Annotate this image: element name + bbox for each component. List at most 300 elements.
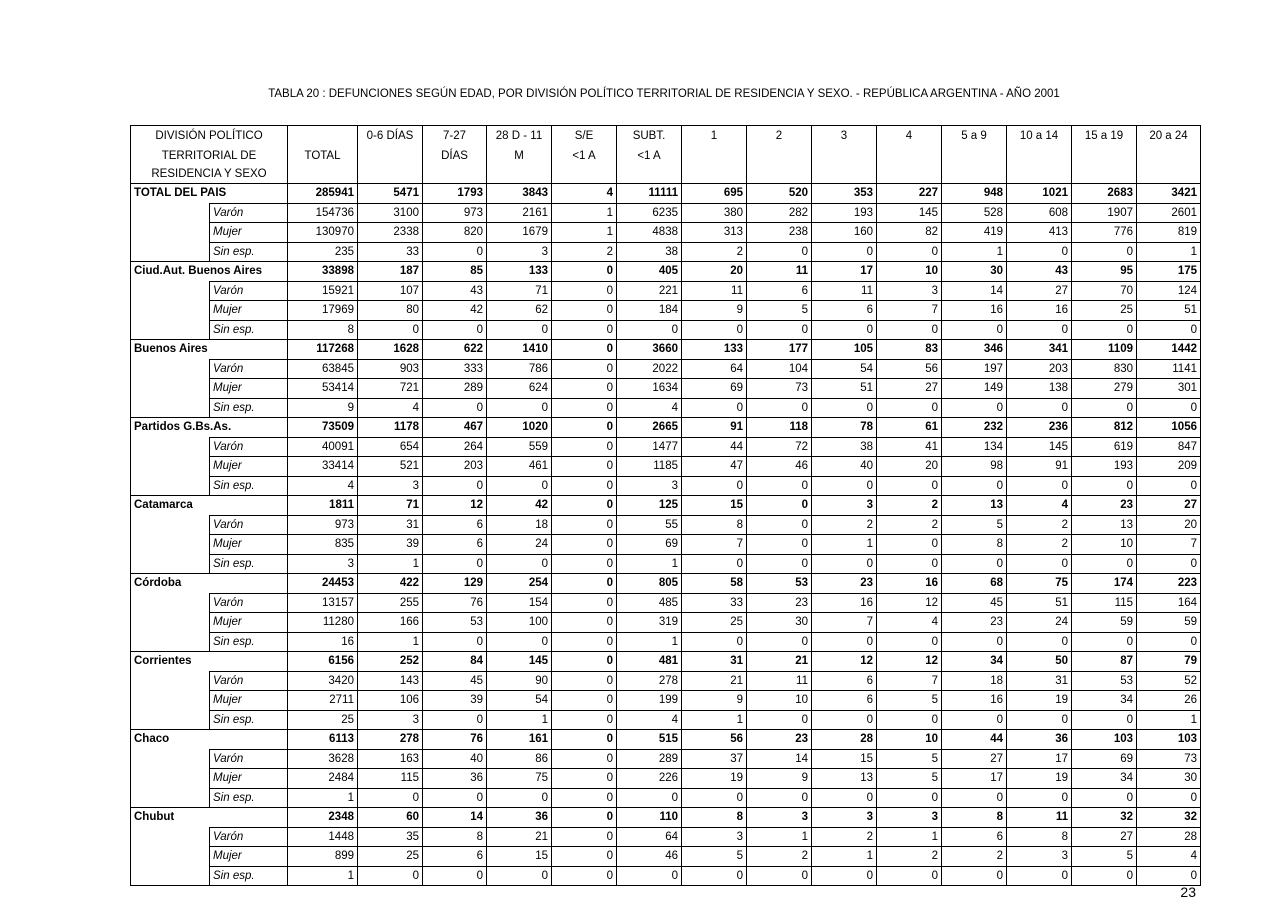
cell-value: 0	[552, 808, 617, 828]
cell-value: 13	[812, 769, 877, 789]
cell-value: 0	[877, 242, 942, 262]
cell-value: 3843	[487, 184, 552, 204]
cell-value: 422	[358, 574, 423, 594]
cell-value: 278	[358, 730, 423, 750]
cell-value: 3	[1007, 847, 1072, 867]
cell-value: 0	[423, 398, 487, 418]
cell-value: 125	[617, 496, 682, 516]
cell-value: 118	[747, 418, 812, 438]
column-header	[812, 166, 877, 184]
cell-value: 0	[552, 574, 617, 594]
cell-value: 0	[552, 301, 617, 321]
indent-cell	[131, 476, 210, 496]
cell-value: 0	[552, 359, 617, 379]
province-name: Partidos G.Bs.As.	[131, 418, 288, 438]
cell-value: 3	[877, 281, 942, 301]
cell-value: 1	[552, 223, 617, 243]
indent-cell	[131, 710, 210, 730]
indent-cell	[131, 554, 210, 574]
cell-value: 3	[358, 476, 423, 496]
cell-value: 0	[682, 476, 747, 496]
sex-label: Mujer	[210, 223, 288, 243]
cell-value: 23	[747, 730, 812, 750]
cell-value: 2	[682, 242, 747, 262]
sex-label: Mujer	[210, 379, 288, 399]
column-header	[942, 147, 1007, 166]
cell-value: 0	[552, 632, 617, 652]
cell-value: 227	[877, 184, 942, 204]
cell-value: 53	[1072, 671, 1137, 691]
cell-value: 71	[358, 496, 423, 516]
cell-value: 0	[747, 476, 812, 496]
cell-value: 32	[1137, 808, 1201, 828]
sex-row	[131, 437, 1201, 457]
cell-value: 35	[358, 827, 423, 847]
cell-value: 1	[617, 632, 682, 652]
indent-cell	[131, 691, 210, 711]
cell-value: 0	[552, 788, 617, 808]
cell-value: 85	[423, 262, 487, 282]
page-number: 23	[1180, 884, 1196, 900]
cell-value: 9	[682, 691, 747, 711]
cell-value: 17	[942, 769, 1007, 789]
cell-value: 45	[423, 671, 487, 691]
cell-value: 1	[682, 710, 747, 730]
cell-value: 0	[552, 496, 617, 516]
cell-value: 238	[747, 223, 812, 243]
sex-row	[131, 671, 1201, 691]
sex-row	[131, 535, 1201, 555]
cell-value: 0	[942, 788, 1007, 808]
cell-value: 91	[682, 418, 747, 438]
cell-value: 36	[1007, 730, 1072, 750]
cell-value: 8	[1007, 827, 1072, 847]
sex-row	[131, 457, 1201, 477]
column-header	[1137, 166, 1201, 184]
cell-value: 419	[942, 223, 1007, 243]
column-header: 1	[682, 126, 747, 148]
cell-value: 2	[812, 827, 877, 847]
cell-value: 70	[1072, 281, 1137, 301]
cell-value: 0	[552, 398, 617, 418]
cell-value: 6	[812, 691, 877, 711]
cell-value: 2338	[358, 223, 423, 243]
sex-row	[131, 515, 1201, 535]
cell-value: 1	[877, 827, 942, 847]
cell-value: 0	[617, 866, 682, 886]
column-header	[682, 147, 747, 166]
column-header	[682, 166, 747, 184]
cell-value: 0	[812, 866, 877, 886]
province-name: Chubut	[131, 808, 288, 828]
cell-value: 8	[682, 515, 747, 535]
cell-value: 69	[1072, 749, 1137, 769]
cell-value: 166	[358, 613, 423, 633]
cell-value: 15	[812, 749, 877, 769]
cell-value: 0	[747, 866, 812, 886]
cell-value: 104	[747, 359, 812, 379]
cell-value: 27	[1137, 496, 1201, 516]
cell-value: 27	[1007, 281, 1072, 301]
cell-value: 39	[423, 691, 487, 711]
cell-value: 528	[942, 203, 1007, 223]
cell-value: 0	[552, 730, 617, 750]
cell-value: 0	[552, 847, 617, 867]
cell-value: 3	[358, 710, 423, 730]
cell-value: 5	[682, 847, 747, 867]
cell-value: 0	[423, 242, 487, 262]
cell-value: 1021	[1007, 184, 1072, 204]
sex-row	[131, 788, 1201, 808]
cell-value: 51	[1007, 593, 1072, 613]
cell-value: 0	[487, 632, 552, 652]
cell-value: 38	[812, 437, 877, 457]
cell-value: 0	[423, 632, 487, 652]
cell-value: 2	[942, 847, 1007, 867]
indent-cell	[131, 398, 210, 418]
sex-row	[131, 632, 1201, 652]
cell-value: 31	[682, 652, 747, 672]
cell-value: 5	[942, 515, 1007, 535]
cell-value: 1	[288, 788, 358, 808]
cell-value: 28	[812, 730, 877, 750]
cell-value: 27	[942, 749, 1007, 769]
cell-value: 44	[682, 437, 747, 457]
sex-row	[131, 593, 1201, 613]
cell-value: 163	[358, 749, 423, 769]
cell-value: 1	[358, 632, 423, 652]
sex-row	[131, 613, 1201, 633]
cell-value: 115	[1072, 593, 1137, 613]
cell-value: 4	[552, 184, 617, 204]
cell-value: 71	[487, 281, 552, 301]
cell-value: 73509	[288, 418, 358, 438]
cell-value: 25	[288, 710, 358, 730]
province-row	[131, 574, 1201, 594]
cell-value: 177	[747, 340, 812, 360]
cell-value: 25	[682, 613, 747, 633]
cell-value: 7	[1137, 535, 1201, 555]
cell-value: 721	[358, 379, 423, 399]
indent-cell	[131, 827, 210, 847]
column-header	[617, 166, 682, 184]
cell-value: 16	[1007, 301, 1072, 321]
cell-value: 8	[288, 320, 358, 340]
cell-value: 0	[1072, 242, 1137, 262]
cell-value: 46	[747, 457, 812, 477]
header-division-line: DIVISIÓN POLÍTICO	[131, 126, 288, 148]
cell-value: 4	[1137, 847, 1201, 867]
cell-value: 1	[552, 203, 617, 223]
cell-value: 0	[1137, 320, 1201, 340]
indent-cell	[131, 671, 210, 691]
cell-value: 1178	[358, 418, 423, 438]
cell-value: 43	[423, 281, 487, 301]
cell-value: 0	[812, 788, 877, 808]
cell-value: 0	[747, 320, 812, 340]
column-header: 3	[812, 126, 877, 148]
cell-value: 3	[812, 808, 877, 828]
cell-value: 24	[1007, 613, 1072, 633]
cell-value: 6	[423, 847, 487, 867]
cell-value: 4838	[617, 223, 682, 243]
cell-value: 47	[682, 457, 747, 477]
cell-value: 948	[942, 184, 1007, 204]
cell-value: 4	[617, 710, 682, 730]
indent-cell	[131, 749, 210, 769]
cell-value: 34	[1072, 769, 1137, 789]
cell-value: 15921	[288, 281, 358, 301]
cell-value: 608	[1007, 203, 1072, 223]
cell-value: 0	[552, 710, 617, 730]
cell-value: 0	[942, 398, 1007, 418]
cell-value: 11	[812, 281, 877, 301]
sex-row	[131, 866, 1201, 886]
cell-value: 193	[1072, 457, 1137, 477]
cell-value: 42	[487, 496, 552, 516]
column-header: 20 a 24	[1137, 126, 1201, 148]
cell-value: 7	[812, 613, 877, 633]
cell-value: 100	[487, 613, 552, 633]
cell-value: 19	[1007, 769, 1072, 789]
cell-value: 27	[877, 379, 942, 399]
column-header: DÍAS	[423, 147, 487, 166]
cell-value: 521	[358, 457, 423, 477]
cell-value: 1185	[617, 457, 682, 477]
cell-value: 52	[1137, 671, 1201, 691]
cell-value: 6	[423, 515, 487, 535]
sex-label: Varón	[210, 203, 288, 223]
deaths-table	[130, 125, 1201, 886]
province-row	[131, 808, 1201, 828]
column-header	[1072, 166, 1137, 184]
cell-value: 0	[877, 554, 942, 574]
cell-value: 11111	[617, 184, 682, 204]
cell-value: 0	[1137, 554, 1201, 574]
indent-cell	[131, 379, 210, 399]
cell-value: 282	[747, 203, 812, 223]
cell-value: 19	[1007, 691, 1072, 711]
cell-value: 12	[812, 652, 877, 672]
cell-value: 0	[1072, 632, 1137, 652]
sex-row	[131, 320, 1201, 340]
cell-value: 0	[1007, 554, 1072, 574]
sex-label: Sin esp.	[210, 866, 288, 886]
cell-value: 75	[487, 769, 552, 789]
cell-value: 0	[1007, 398, 1072, 418]
sex-row	[131, 769, 1201, 789]
cell-value: 0	[877, 710, 942, 730]
indent-cell	[131, 359, 210, 379]
cell-value: 203	[1007, 359, 1072, 379]
column-header: M	[487, 147, 552, 166]
cell-value: 53	[747, 574, 812, 594]
cell-value: 203	[423, 457, 487, 477]
cell-value: 54	[812, 359, 877, 379]
cell-value: 0	[812, 320, 877, 340]
sex-label: Varón	[210, 593, 288, 613]
cell-value: 38	[617, 242, 682, 262]
cell-value: 4	[358, 398, 423, 418]
cell-value: 12	[877, 652, 942, 672]
cell-value: 13	[942, 496, 1007, 516]
cell-value: 145	[877, 203, 942, 223]
header-division-line: TERRITORIAL DE	[131, 147, 288, 166]
sex-row	[131, 223, 1201, 243]
cell-value: 0	[1137, 866, 1201, 886]
cell-value: 2161	[487, 203, 552, 223]
column-header: SUBT.	[617, 126, 682, 148]
column-header	[358, 147, 423, 166]
cell-value: 1	[1137, 242, 1201, 262]
cell-value: 23	[1072, 496, 1137, 516]
cell-value: 2683	[1072, 184, 1137, 204]
cell-value: 27	[1072, 827, 1137, 847]
sex-label: Sin esp.	[210, 632, 288, 652]
cell-value: 149	[942, 379, 1007, 399]
cell-value: 86	[487, 749, 552, 769]
cell-value: 31	[1007, 671, 1072, 691]
cell-value: 0	[1137, 398, 1201, 418]
cell-value: 0	[487, 554, 552, 574]
cell-value: 0	[877, 535, 942, 555]
cell-value: 695	[682, 184, 747, 204]
sex-label: Varón	[210, 749, 288, 769]
cell-value: 17	[812, 262, 877, 282]
cell-value: 0	[682, 320, 747, 340]
cell-value: 11280	[288, 613, 358, 633]
cell-value: 0	[552, 691, 617, 711]
indent-cell	[131, 866, 210, 886]
sex-row	[131, 203, 1201, 223]
cell-value: 40091	[288, 437, 358, 457]
cell-value: 133	[487, 262, 552, 282]
cell-value: 43	[1007, 262, 1072, 282]
cell-value: 84	[423, 652, 487, 672]
cell-value: 413	[1007, 223, 1072, 243]
cell-value: 78	[812, 418, 877, 438]
cell-value: 64	[682, 359, 747, 379]
cell-value: 5	[877, 691, 942, 711]
cell-value: 380	[682, 203, 747, 223]
cell-value: 319	[617, 613, 682, 633]
cell-value: 0	[812, 476, 877, 496]
cell-value: 2	[1007, 515, 1072, 535]
cell-value: 3628	[288, 749, 358, 769]
cell-value: 117268	[288, 340, 358, 360]
cell-value: 69	[617, 535, 682, 555]
cell-value: 0	[552, 554, 617, 574]
sex-label: Sin esp.	[210, 788, 288, 808]
cell-value: 3660	[617, 340, 682, 360]
cell-value: 3420	[288, 671, 358, 691]
cell-value: 76	[423, 730, 487, 750]
cell-value: 1	[1137, 710, 1201, 730]
cell-value: 830	[1072, 359, 1137, 379]
cell-value: 0	[942, 632, 1007, 652]
cell-value: 0	[747, 242, 812, 262]
cell-value: 134	[942, 437, 1007, 457]
cell-value: 6	[423, 535, 487, 555]
cell-value: 2	[877, 496, 942, 516]
cell-value: 805	[617, 574, 682, 594]
cell-value: 25	[1072, 301, 1137, 321]
cell-value: 60	[358, 808, 423, 828]
cell-value: 30	[1137, 769, 1201, 789]
cell-value: 0	[552, 652, 617, 672]
cell-value: 2	[747, 847, 812, 867]
cell-value: 819	[1137, 223, 1201, 243]
cell-value: 13157	[288, 593, 358, 613]
cell-value: 1109	[1072, 340, 1137, 360]
cell-value: 0	[487, 788, 552, 808]
cell-value: 0	[942, 866, 1007, 886]
cell-value: 973	[288, 515, 358, 535]
cell-value: 5	[877, 749, 942, 769]
cell-value: 197	[942, 359, 1007, 379]
indent-cell	[131, 301, 210, 321]
cell-value: 10	[747, 691, 812, 711]
cell-value: 11	[747, 671, 812, 691]
cell-value: 0	[942, 476, 1007, 496]
cell-value: 33898	[288, 262, 358, 282]
cell-value: 405	[617, 262, 682, 282]
cell-value: 17	[1007, 749, 1072, 769]
cell-value: 44	[942, 730, 1007, 750]
cell-value: 55	[617, 515, 682, 535]
sex-row	[131, 398, 1201, 418]
cell-value: 776	[1072, 223, 1137, 243]
cell-value: 0	[552, 593, 617, 613]
column-header	[942, 166, 1007, 184]
cell-value: 23	[747, 593, 812, 613]
sex-row	[131, 710, 1201, 730]
cell-value: 0	[682, 788, 747, 808]
cell-value: 0	[877, 398, 942, 418]
cell-value: 786	[487, 359, 552, 379]
cell-value: 130970	[288, 223, 358, 243]
cell-value: 21	[747, 652, 812, 672]
cell-value: 184	[617, 301, 682, 321]
cell-value: 0	[552, 535, 617, 555]
cell-value: 42	[423, 301, 487, 321]
province-name: Chaco	[131, 730, 288, 750]
sex-label: Mujer	[210, 301, 288, 321]
cell-value: 30	[942, 262, 1007, 282]
cell-value: 154	[487, 593, 552, 613]
cell-value: 11	[747, 262, 812, 282]
cell-value: 0	[812, 398, 877, 418]
column-header	[288, 166, 358, 184]
cell-value: 193	[812, 203, 877, 223]
sex-row	[131, 554, 1201, 574]
cell-value: 254	[487, 574, 552, 594]
cell-value: 3	[487, 242, 552, 262]
cell-value: 0	[358, 320, 423, 340]
province-name: TOTAL DEL PAIS	[131, 184, 288, 204]
indent-cell	[131, 320, 210, 340]
sex-row	[131, 301, 1201, 321]
cell-value: 2022	[617, 359, 682, 379]
cell-value: 0	[552, 866, 617, 886]
cell-value: 51	[812, 379, 877, 399]
cell-value: 0	[747, 515, 812, 535]
column-header	[1137, 147, 1201, 166]
cell-value: 209	[1137, 457, 1201, 477]
column-header: <1 A	[552, 147, 617, 166]
cell-value: 69	[682, 379, 747, 399]
province-row	[131, 652, 1201, 672]
